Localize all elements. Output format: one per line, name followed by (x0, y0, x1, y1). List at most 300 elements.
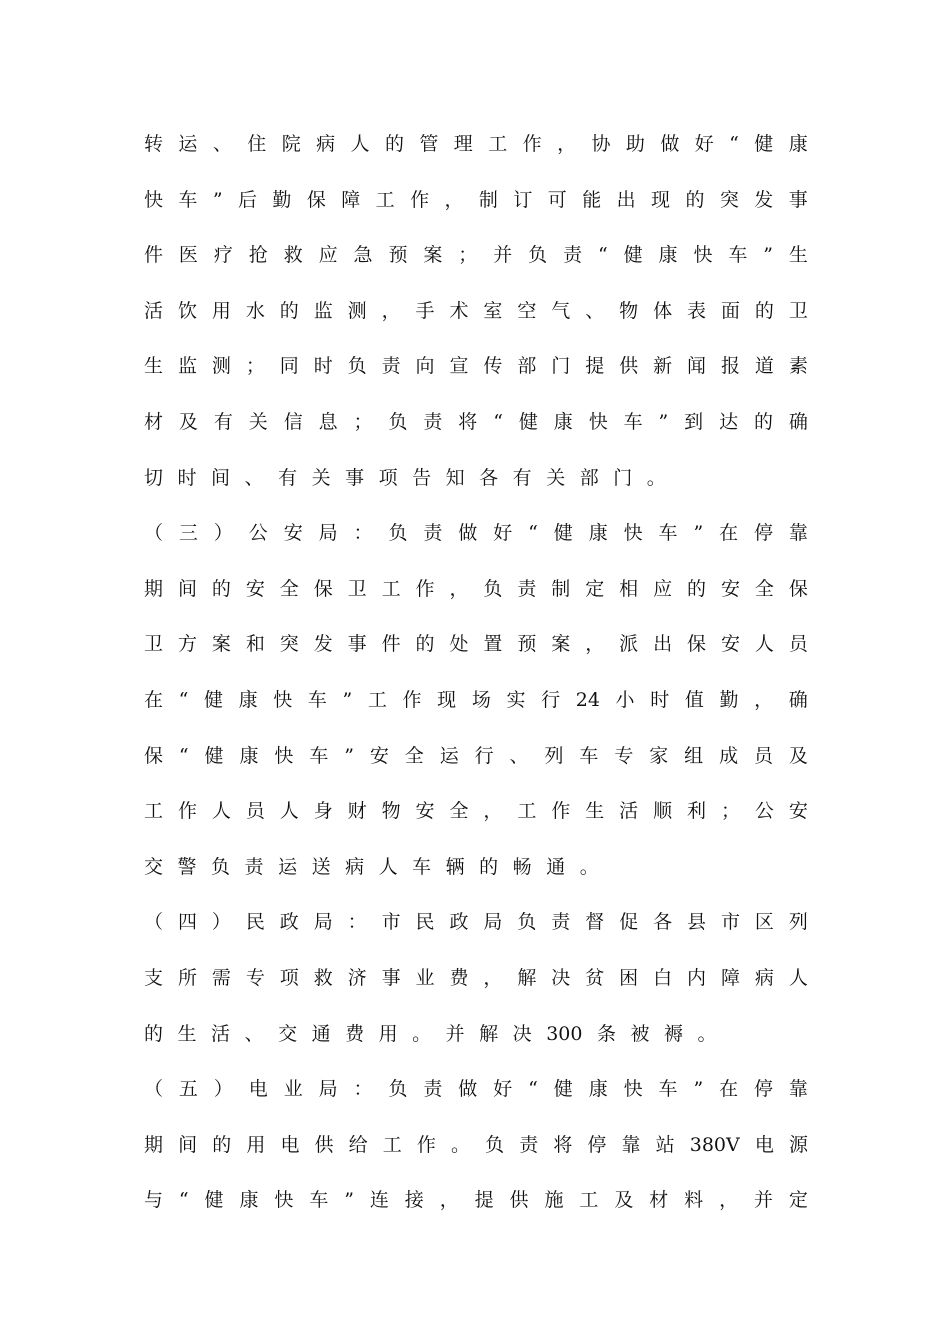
text-glyph: 抢 (248, 244, 268, 267)
text-glyph: 市 (381, 911, 401, 934)
text-glyph: 健 (553, 1078, 573, 1101)
text-glyph: 急 (353, 244, 373, 267)
text-glyph: 材 (649, 1189, 669, 1212)
text-glyph: 作 (177, 800, 197, 823)
text-glyph: 场 (471, 689, 491, 711)
text-glyph: 可 (547, 188, 567, 211)
text-glyph: 和 (245, 633, 265, 656)
text-glyph: 快 (623, 1078, 643, 1101)
text-glyph: 医 (178, 244, 198, 267)
text-glyph: 手 (415, 299, 435, 322)
text-glyph: ； (353, 411, 373, 433)
text-glyph: 督 (585, 911, 605, 934)
text-glyph: 责 (244, 855, 264, 878)
text-glyph: 案 (423, 244, 443, 267)
text-glyph: 健 (518, 411, 538, 433)
text-glyph: 发 (754, 188, 774, 211)
text-glyph: 专 (614, 744, 634, 767)
text-line (144, 296, 808, 326)
text-glyph: 相 (619, 577, 639, 600)
text-glyph: 素 (788, 355, 808, 378)
text-glyph: 期 (144, 577, 164, 600)
text-glyph: 民 (415, 911, 435, 934)
text-glyph: 公 (754, 800, 774, 823)
text-glyph: 安 (788, 800, 808, 823)
text-glyph: 组 (684, 744, 704, 767)
text-glyph: 关 (311, 466, 331, 489)
text-glyph: “ (178, 689, 189, 711)
text-glyph: 业 (283, 1078, 303, 1101)
text-glyph: 运 (439, 744, 459, 767)
text-glyph: 380V (689, 1133, 740, 1156)
text-glyph: 车 (579, 744, 599, 767)
text-glyph: 用 (211, 299, 231, 322)
text-glyph: 工 (579, 1189, 599, 1212)
text-glyph: ； (458, 244, 478, 267)
text-glyph: ， (585, 633, 605, 656)
text-glyph: 住 (247, 133, 267, 155)
text-glyph: 有 (213, 411, 233, 433)
text-glyph: 做 (660, 133, 680, 155)
text-glyph: 贫 (585, 967, 605, 989)
text-glyph: 公 (248, 522, 268, 545)
text-glyph: 活 (211, 1022, 231, 1045)
text-glyph: 空 (517, 299, 537, 322)
text-glyph: 病 (316, 133, 336, 155)
text-glyph: 保 (687, 633, 707, 656)
text-glyph: 靠 (621, 1133, 641, 1156)
text-glyph: 送 (311, 855, 331, 878)
text-glyph: 康 (788, 133, 808, 155)
text-glyph: 人 (754, 633, 774, 656)
text-glyph: 快 (274, 744, 294, 767)
text-glyph: 市 (720, 911, 740, 934)
text-glyph: 负 (388, 522, 408, 545)
text-glyph: 报 (720, 355, 740, 378)
text-glyph: 人 (350, 133, 370, 155)
text-glyph: 将 (458, 411, 478, 433)
text-glyph: 关 (546, 466, 566, 489)
text-glyph: 济 (347, 967, 367, 989)
text-glyph: 的 (687, 577, 707, 600)
text-glyph: 好 (493, 522, 513, 545)
text-line (144, 463, 808, 493)
text-glyph: ） (213, 522, 233, 545)
text-glyph: “ (178, 744, 189, 767)
text-glyph: 政 (279, 911, 299, 934)
text-glyph: 。 (697, 1022, 717, 1045)
text-glyph: ， (719, 1189, 739, 1212)
text-glyph: 局 (483, 911, 503, 934)
text-glyph: 快 (273, 689, 293, 711)
text-glyph: 提 (585, 355, 605, 378)
text-glyph: 作 (416, 1133, 436, 1156)
text-glyph: 置 (483, 633, 503, 656)
text-glyph: 项 (279, 967, 299, 989)
text-glyph: 责 (517, 577, 537, 600)
text-glyph: 员 (754, 744, 774, 767)
text-glyph: 事 (345, 466, 365, 489)
text-glyph: 支 (144, 967, 164, 989)
text-line (144, 852, 808, 882)
text-glyph: 障 (720, 967, 740, 989)
text-glyph: 车 (658, 522, 678, 545)
text-glyph: “ (528, 522, 538, 545)
text-glyph: 定 (585, 577, 605, 600)
text-glyph: 好 (694, 133, 714, 155)
text-glyph: 、 (585, 299, 605, 322)
text-glyph: 做 (458, 1078, 478, 1101)
text-glyph: 的 (754, 411, 774, 433)
text-glyph: 责 (423, 1078, 443, 1101)
text-glyph: 并 (754, 1189, 774, 1212)
text-glyph: 件 (381, 633, 401, 656)
text-line (144, 907, 808, 937)
text-glyph: 勤 (719, 689, 739, 711)
text-glyph: 定 (788, 1189, 808, 1212)
text-glyph: 预 (388, 244, 408, 267)
text-glyph: 水 (245, 299, 265, 322)
text-glyph: 间 (178, 1133, 198, 1156)
text-glyph: 的 (211, 577, 231, 600)
text-glyph: 、 (509, 744, 529, 767)
text-glyph: 工 (367, 689, 387, 711)
text-glyph: 卫 (788, 299, 808, 322)
text-glyph: 新 (653, 355, 673, 378)
text-glyph: 切 (144, 466, 164, 489)
text-glyph: 救 (313, 967, 333, 989)
text-line (144, 1074, 808, 1104)
text-glyph: 康 (239, 1189, 259, 1212)
text-glyph: “ (729, 133, 739, 155)
text-glyph: 项 (378, 466, 398, 489)
text-line (144, 685, 808, 715)
text-glyph: 材 (144, 411, 164, 433)
text-glyph: 有 (278, 466, 298, 489)
text-glyph: 解 (517, 967, 537, 989)
text-glyph: 区 (754, 911, 774, 934)
text-glyph: 间 (177, 577, 197, 600)
text-glyph: 用 (378, 1022, 398, 1045)
text-glyph: 车 (412, 855, 432, 878)
text-glyph: 所 (177, 967, 197, 989)
text-line (144, 240, 808, 270)
text-glyph: 方 (177, 633, 197, 656)
text-glyph: 实 (506, 689, 526, 711)
text-glyph: ” (763, 244, 774, 267)
text-glyph: 快 (693, 244, 713, 267)
text-glyph: 快 (588, 411, 608, 433)
text-line (144, 351, 808, 381)
text-glyph: 订 (513, 188, 533, 211)
text-glyph: 现 (437, 689, 457, 711)
text-glyph: 保 (788, 577, 808, 600)
text-glyph: 家 (649, 744, 669, 767)
text-glyph: 条 (596, 1022, 616, 1045)
text-glyph: 后 (237, 188, 257, 211)
text-glyph: 理 (453, 133, 473, 155)
text-glyph: 负 (485, 1133, 505, 1156)
text-glyph: 车 (309, 1189, 329, 1212)
text-glyph: ， (381, 299, 401, 322)
text-glyph: 生 (177, 1022, 197, 1045)
text-glyph: 供 (619, 355, 639, 378)
text-glyph: 利 (687, 800, 707, 823)
text-glyph: 局 (318, 522, 338, 545)
text-glyph: 需 (211, 967, 231, 989)
text-glyph: 时 (650, 689, 670, 711)
text-glyph: 案 (211, 633, 231, 656)
text-glyph: 及 (788, 744, 808, 767)
text-glyph: 成 (719, 744, 739, 767)
text-glyph: 时 (313, 355, 333, 378)
text-glyph: 、 (212, 133, 232, 155)
text-glyph: 制 (551, 577, 571, 600)
text-glyph: 负 (211, 855, 231, 878)
text-glyph: 院 (281, 133, 301, 155)
text-glyph: “ (528, 1078, 538, 1101)
text-glyph: 康 (239, 744, 259, 767)
text-glyph: 提 (474, 1189, 494, 1212)
text-glyph: 闻 (687, 355, 707, 378)
text-glyph: 三 (178, 522, 198, 545)
text-glyph: 责 (381, 355, 401, 378)
text-glyph: 康 (588, 1078, 608, 1101)
text-glyph: 靠 (788, 522, 808, 545)
text-glyph: “ (493, 411, 503, 433)
text-line (144, 185, 808, 215)
text-line (144, 518, 808, 548)
text-glyph: 在 (719, 522, 739, 545)
text-glyph: 门 (613, 466, 633, 489)
text-glyph: 行 (474, 744, 494, 767)
text-glyph: 应 (653, 577, 673, 600)
text-glyph: 运 (178, 133, 198, 155)
text-glyph: 褥 (663, 1022, 683, 1045)
text-glyph: 快 (274, 1189, 294, 1212)
text-glyph: 快 (623, 522, 643, 545)
text-glyph: 快 (144, 188, 164, 211)
text-glyph: ” (212, 188, 223, 211)
text-glyph: 障 (341, 188, 361, 211)
text-glyph: 员 (788, 633, 808, 656)
text-glyph: 列 (544, 744, 564, 767)
text-glyph: ， (449, 577, 469, 600)
text-glyph: 安 (369, 744, 389, 767)
text-glyph: 全 (449, 800, 469, 823)
text-glyph: 发 (313, 633, 333, 656)
text-glyph: 宣 (449, 355, 469, 378)
text-glyph: 保 (313, 577, 333, 600)
text-line (144, 407, 808, 437)
text-glyph: ， (483, 800, 503, 823)
text-glyph: 各 (479, 466, 499, 489)
text-glyph: 案 (551, 633, 571, 656)
text-glyph: 卫 (347, 577, 367, 600)
text-glyph: 身 (313, 800, 333, 823)
text-glyph: 政 (449, 911, 469, 934)
text-line (144, 1130, 808, 1160)
text-glyph: 生 (788, 244, 808, 267)
text-glyph: 监 (177, 355, 197, 378)
text-glyph: 困 (619, 967, 639, 989)
text-glyph: 间 (211, 466, 231, 489)
text-glyph: 停 (754, 1078, 774, 1101)
text-glyph: 出 (616, 188, 636, 211)
text-glyph: 费 (449, 967, 469, 989)
text-glyph: 责 (551, 911, 571, 934)
text-glyph: ： (347, 911, 367, 934)
text-glyph: 处 (449, 633, 469, 656)
text-glyph: 运 (278, 855, 298, 878)
text-glyph: 责 (423, 411, 443, 433)
text-glyph: 给 (348, 1133, 368, 1156)
text-glyph: 源 (788, 1133, 808, 1156)
text-glyph: 警 (177, 855, 197, 878)
text-glyph: 工 (144, 800, 164, 823)
text-glyph: 电 (248, 1078, 268, 1101)
text-glyph: 负 (528, 244, 548, 267)
text-glyph: 全 (404, 744, 424, 767)
text-glyph: 作 (551, 800, 571, 823)
text-glyph: 的 (479, 855, 499, 878)
text-glyph: 协 (591, 133, 611, 155)
text-glyph: ， (754, 689, 774, 711)
text-glyph: 局 (318, 1078, 338, 1101)
text-glyph: 工 (488, 133, 508, 155)
text-glyph: 负 (517, 911, 537, 934)
text-glyph: 专 (245, 967, 265, 989)
text-line (144, 574, 808, 604)
text-glyph: 值 (684, 689, 704, 711)
text-glyph: 、 (244, 1022, 264, 1045)
text-glyph: 安 (283, 522, 303, 545)
text-glyph: 。 (412, 1022, 432, 1045)
text-line (144, 963, 808, 993)
text-glyph: 、 (244, 466, 264, 489)
text-glyph: 供 (509, 1189, 529, 1212)
text-glyph: 列 (788, 911, 808, 934)
text-glyph: 康 (588, 522, 608, 545)
text-glyph: 的 (685, 188, 705, 211)
text-glyph: 物 (381, 800, 401, 823)
text-glyph: 室 (483, 299, 503, 322)
text-glyph: 达 (719, 411, 739, 433)
text-glyph: 知 (445, 466, 465, 489)
text-glyph: 全 (754, 577, 774, 600)
text-line (144, 796, 808, 826)
text-glyph: 及 (614, 1189, 634, 1212)
text-glyph: 监 (313, 299, 333, 322)
text-glyph: 电 (280, 1133, 300, 1156)
text-glyph: 健 (623, 244, 643, 267)
text-glyph: 财 (347, 800, 367, 823)
text-glyph: ” (344, 1189, 354, 1212)
text-glyph: 靠 (788, 1078, 808, 1101)
text-glyph: 畅 (512, 855, 532, 878)
text-glyph: 县 (687, 911, 707, 934)
text-glyph: 时 (177, 466, 197, 489)
text-glyph: 接 (404, 1189, 424, 1212)
text-glyph: 24 (575, 689, 600, 711)
text-line (144, 1185, 808, 1215)
text-glyph: 人 (788, 967, 808, 989)
text-glyph: 康 (238, 689, 258, 711)
text-glyph: 工 (382, 1133, 402, 1156)
text-glyph: ” (658, 411, 669, 433)
text-glyph: 员 (245, 800, 265, 823)
text-glyph: 安 (720, 633, 740, 656)
text-glyph: 测 (211, 355, 231, 378)
text-glyph: 停 (754, 522, 774, 545)
text-glyph: 负 (388, 411, 408, 433)
text-glyph: 交 (144, 855, 164, 878)
text-glyph: 救 (283, 244, 303, 267)
text-glyph: 转 (144, 133, 164, 155)
text-glyph: 车 (658, 1078, 678, 1101)
text-glyph: 饮 (177, 299, 197, 322)
text-glyph: ） (211, 911, 231, 934)
text-glyph: 作 (410, 188, 430, 211)
text-glyph: 工 (517, 800, 537, 823)
text-glyph: （ (144, 522, 164, 545)
text-glyph: 与 (144, 1189, 164, 1212)
text-glyph: 。 (450, 1133, 470, 1156)
text-glyph: 健 (204, 744, 224, 767)
text-glyph: 的 (384, 133, 404, 155)
text-line (144, 1019, 808, 1049)
text-glyph: 通 (546, 855, 566, 878)
text-glyph: 负 (388, 1078, 408, 1101)
text-glyph: ” (693, 1078, 704, 1101)
text-glyph: 负 (347, 355, 367, 378)
text-glyph: 电 (754, 1133, 774, 1156)
text-glyph: 300 (546, 1022, 583, 1045)
text-glyph: 期 (144, 1133, 164, 1156)
text-glyph: ； (245, 355, 265, 378)
text-glyph: 安 (415, 800, 435, 823)
text-glyph: 的 (212, 1133, 232, 1156)
text-glyph: 车 (623, 411, 643, 433)
text-glyph: 生 (144, 355, 164, 378)
text-glyph: 保 (306, 188, 326, 211)
text-glyph: 促 (619, 911, 639, 934)
text-glyph: 用 (246, 1133, 266, 1156)
text-glyph: “ (178, 1189, 189, 1212)
text-glyph: 内 (687, 967, 707, 989)
text-glyph: ” (342, 689, 353, 711)
text-glyph: 好 (493, 1078, 513, 1101)
text-glyph: 作 (415, 577, 435, 600)
text-glyph: 的 (279, 299, 299, 322)
text-glyph: 事 (788, 188, 808, 211)
text-glyph: 管 (419, 133, 439, 155)
text-glyph: 负 (483, 577, 503, 600)
text-glyph: 并 (493, 244, 513, 267)
text-glyph: 在 (719, 1078, 739, 1101)
text-glyph: 车 (307, 689, 327, 711)
text-glyph: ， (557, 133, 577, 155)
text-glyph: 病 (345, 855, 365, 878)
text-glyph: 关 (248, 411, 268, 433)
text-glyph: 责 (519, 1133, 539, 1156)
text-glyph: 突 (719, 188, 739, 211)
text-glyph: 顺 (653, 800, 673, 823)
text-glyph: 传 (483, 355, 503, 378)
text-glyph: 息 (318, 411, 338, 433)
text-glyph: ， (439, 1189, 459, 1212)
text-glyph: 车 (178, 188, 198, 211)
